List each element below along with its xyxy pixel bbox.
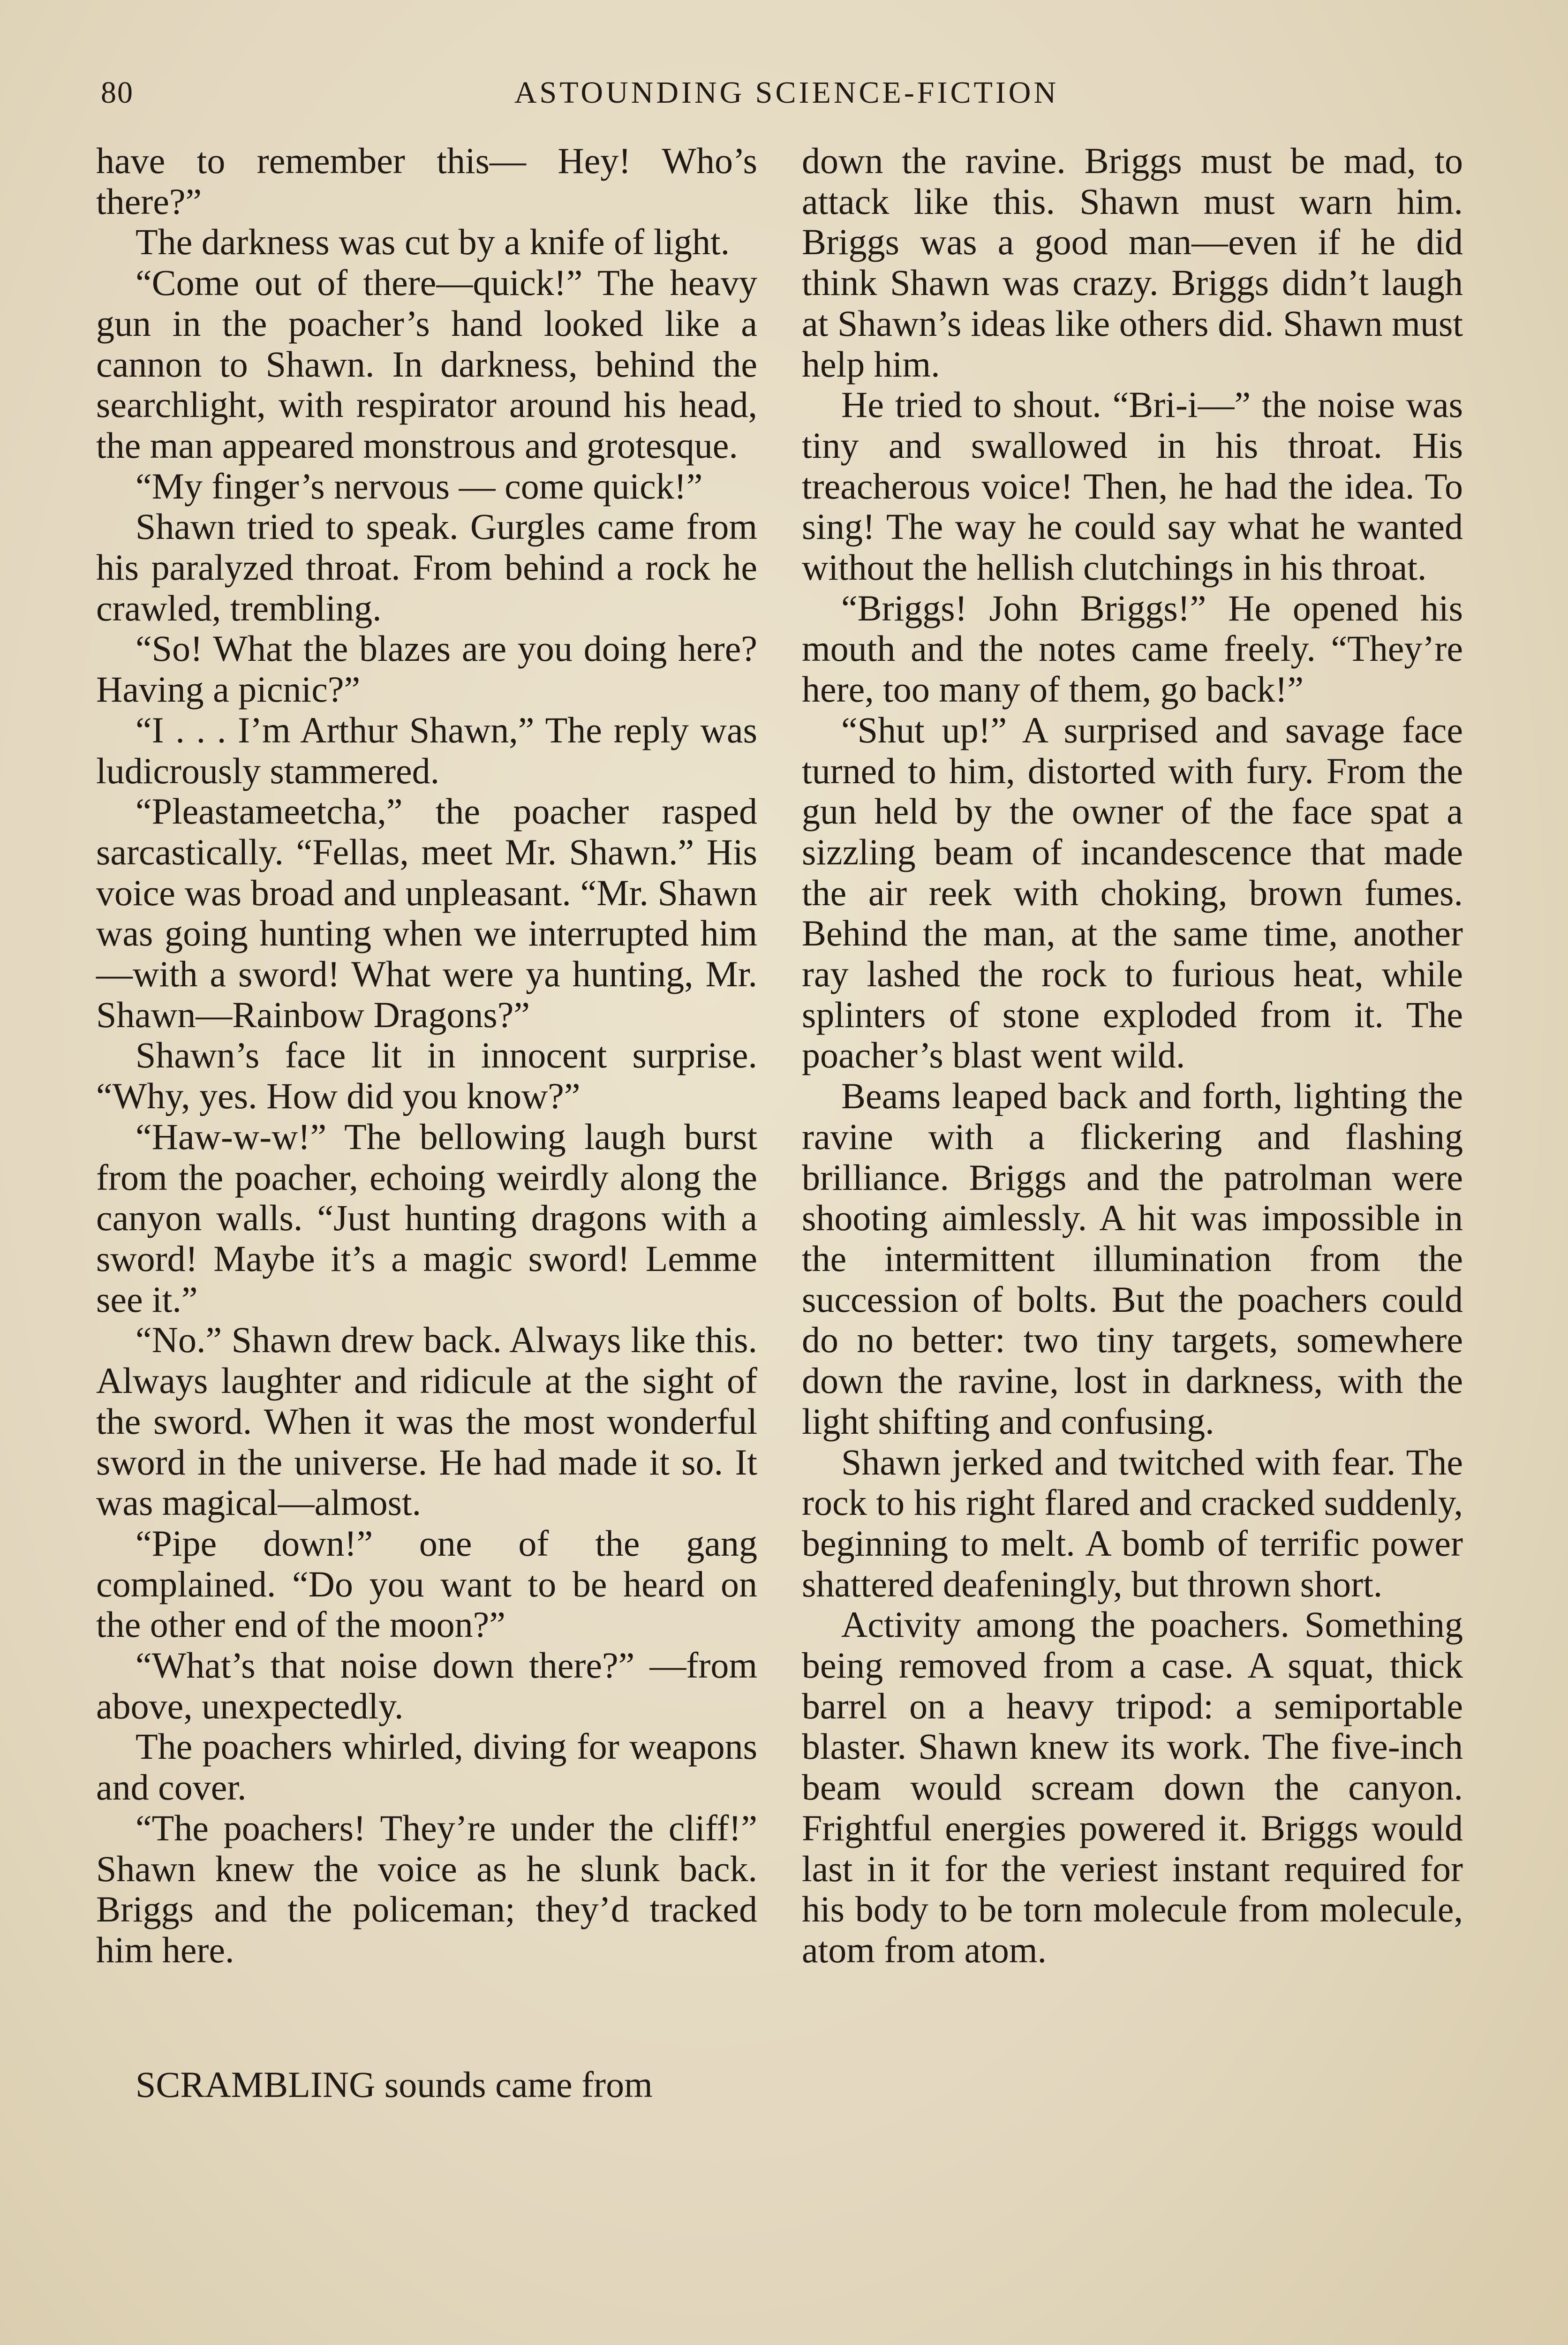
paragraph: “Pipe down!” one of the gang complained. “Do you want to be heard on the other end of the moon?” [96,1522,757,1645]
page-number: 80 [101,76,134,110]
paragraph: Shawn tried to speak. Gurgles came from his paralyzed throat. From behind a rock he crawled, trembling. [96,506,757,628]
paragraph: “The poachers! They’re under the cliff!” Shawn knew the voice as he slunk back. Briggs and the policeman; they’d tracked him here. [96,1807,757,1970]
paragraph: “Haw-w-w!” The bellowing laugh burst from the poacher, echoing weirdly along the canyon walls. “Just hunting dragons with a sword! Maybe it’s a magic sword! Lemme see it.” [96,1116,757,1320]
page-header [101,75,1472,117]
paragraph: “Shut up!” A surprised and savage face turned to him, distorted with fury. From the gun held by the owner of the face spat a sizzling beam of incandescence that made the air reek with choking, brown fumes. Behind the man, at the same time, another ray lashed the rock to furious heat, while splinters of stone exploded from it. The poacher’s blast went wild. [802,709,1463,1076]
paragraph: Shawn’s face lit in innocent surprise. “Why, yes. How did you know?” [96,1035,757,1117]
paragraph: “My finger’s nervous — come quick!” [136,465,703,507]
paragraph: Activity among the poachers. Something being removed from a case. A squat, thick barrel on a heavy tripod: a semiportable blaster. Shawn knew its work. The five-inch beam would scream down the canyon. Frightful energies powered it. Briggs would last in it for the veriest instant required for his body to be torn molecule from molecule, atom from atom. [802,1604,1463,1970]
paragraph: have to remember this— Hey! Who’s there?” [96,140,757,222]
paragraph: “So! What the blazes are you doing here? Having a picnic?” [96,628,757,710]
paragraph: “No.” Shawn drew back. Always like this. Always laughter and ridicule at the sight of the sword. When it was the most wonderful sword in the universe. He had made it so. It was magical—almost. [96,1319,757,1523]
paragraph: “Come out of there—quick!” The heavy gun in the poacher’s hand looked like a cannon to Shawn. In darkness, behind the searchlight, with respirator around his head, the man appeared monstrous and grotesque. [96,262,757,466]
paragraph: “I . . . I’m Arthur Shawn,” The reply was ludicrously stammered. [96,709,757,791]
section-opening-paragraph: SCRAMBLING sounds came from [136,2064,653,2105]
paragraph: “What’s that noise down there?” —from above, unexpectedly. [96,1645,757,1726]
paragraph: Shawn jerked and twitched with fear. The rock to his right flared and cracked suddenly, beginning to melt. A bomb of terrific power shattered deafeningly, but thrown short. [802,1441,1463,1604]
paragraph: The darkness was cut by a knife of light. [136,221,730,263]
paragraph: “Briggs! John Briggs!” He opened his mouth and the notes came freely. “They’re here, too many of them, go back!” [802,587,1463,710]
paragraph: Beams leaped back and forth, lighting the ravine with a flickering and flashing brilliance. Briggs and the patrolman were shooting aimlessly. A hit was impossible in the intermittent illumination from the succession of bolts. But the poachers could do no better: two tiny targets, somewhere down the ravine, lost in darkness, with the light shifting and confusing. [802,1075,1463,1442]
paragraph: He tried to shout. “Bri-i—” the noise was tiny and swallowed in his throat. His treacherous voice! Then, he had the idea. To sing! The way he could say what he wanted without the hellish clutchings in his throat. [802,384,1463,588]
right-column [802,141,1463,1971]
running-title: ASTOUNDING SCIENCE-FICTION [514,76,1059,110]
left-column [96,141,757,2105]
paragraph: down the ravine. Briggs must be mad, to attack like this. Shawn must warn him. Briggs was a good man—even if he did think Shawn was crazy. Briggs didn’t laugh at Shawn’s ideas like others did. Shawn must help him. [802,140,1463,385]
paragraph: “Pleastameetcha,” the poacher rasped sarcastically. “Fellas, meet Mr. Shawn.” His voice was broad and unpleasant. “Mr. Shawn was going hunting when we interrupted him—with a sword! What were ya hunting, Mr. Shawn—Rainbow Dragons?” [96,791,757,1035]
paragraph: The poachers whirled, diving for weapons and cover. [96,1726,757,1808]
